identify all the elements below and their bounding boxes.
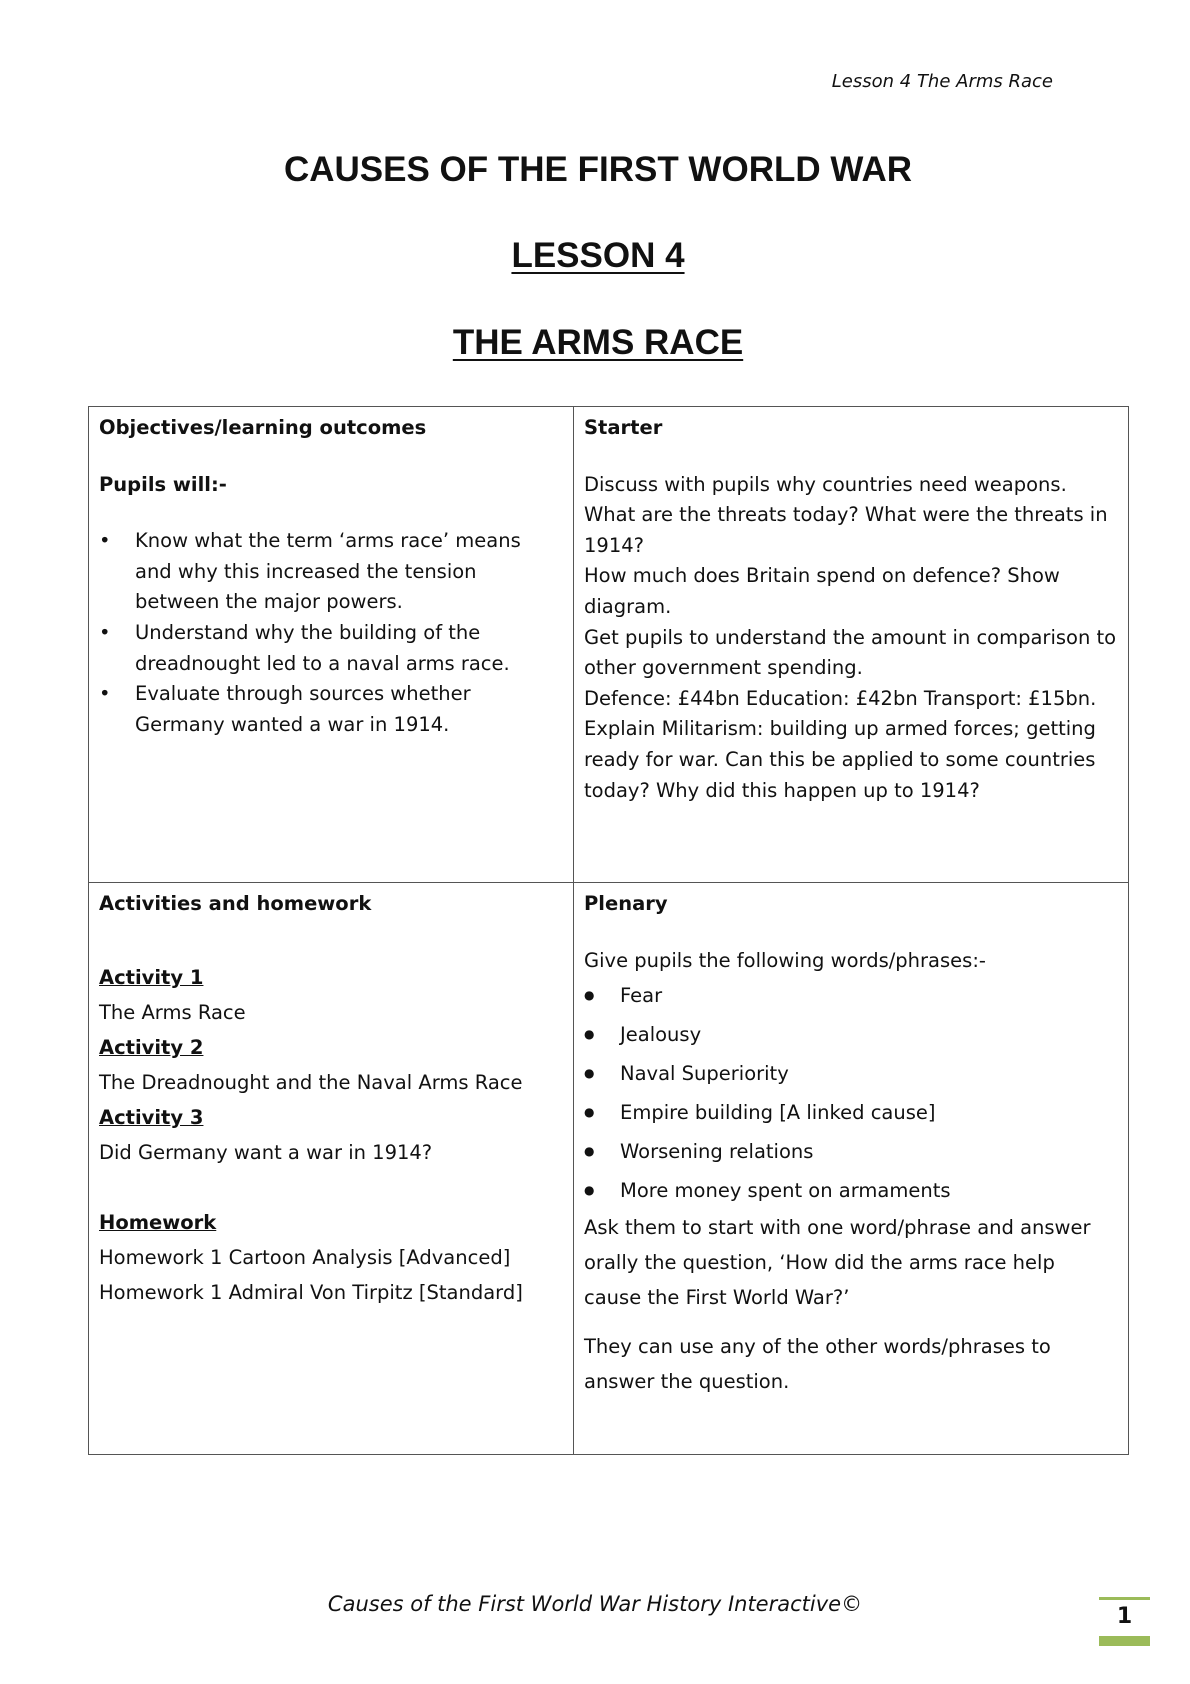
footer-text: Causes of the First World War History Interactive© — [327, 1592, 863, 1616]
topic-title — [0, 323, 1190, 363]
activity-title: Activity 3 — [99, 1105, 204, 1129]
activity-title: Activity 2 — [99, 1035, 204, 1059]
topic-name: THE ARMS RACE — [452, 323, 744, 362]
starter-heading: Starter — [584, 416, 663, 439]
objective-item: • Know what the term ‘arms race’ means and why this increased the tension between the major powers. — [99, 526, 563, 618]
homework-item: Homework 1 Cartoon Analysis [Advanced] — [99, 1245, 511, 1269]
starter-line: How much does Britain spend on defence? Show diagram. — [584, 564, 1060, 618]
plenary-intro: Give pupils the following words/phrases:- — [584, 948, 986, 972]
plenary-item: ● Jealousy — [584, 1015, 1118, 1054]
homework-title: Homework — [99, 1210, 217, 1234]
starter-line: Defence: £44bn Education: £42bn Transport: £15bn. — [584, 686, 1097, 710]
objective-item: • Understand why the building of the dreadnought led to a naval arms race. — [99, 618, 563, 679]
activity-title: Activity 1 — [99, 965, 204, 989]
activities-cell — [89, 883, 574, 1455]
activity-text: The Arms Race — [99, 1000, 246, 1024]
plenary-heading: Plenary — [584, 892, 668, 915]
lesson-plan-table — [88, 406, 1129, 1455]
activities-heading: Activities and homework — [99, 892, 372, 915]
starter-line: Get pupils to understand the amount in comparison to other government spending. — [584, 625, 1117, 680]
objectives-cell — [89, 407, 574, 883]
objective-item: • Evaluate through sources whether Germany wanted a war in 1914. — [99, 679, 563, 740]
activity-text: The Dreadnought and the Naval Arms Race — [99, 1070, 523, 1094]
plenary-cell — [574, 883, 1129, 1455]
homework-item: Homework 1 Admiral Von Tirpitz [Standard] — [99, 1280, 523, 1304]
plenary-item: ● More money spent on armaments — [584, 1171, 1118, 1210]
plenary-item: ● Worsening relations — [584, 1132, 1118, 1171]
running-header: Lesson 4 The Arms Race — [831, 71, 1053, 92]
starter-line: Explain Militarism: building up armed forces; getting ready for war. Can this be applied to some countries today? Why did this happen up to 1914? — [584, 717, 1096, 802]
plenary-item: ● Fear — [584, 976, 1118, 1015]
lesson-number: LESSON 4 — [511, 236, 685, 275]
objectives-intro: Pupils will:- — [99, 472, 227, 496]
plenary-instruction: Ask them to start with one word/phrase and answer orally the question, ‘How did the arms race help cause the First World War?’ — [584, 1216, 1091, 1310]
starter-line: Discuss with pupils why countries need weapons. What are the threats today? What were the threats in 1914? — [584, 472, 1108, 557]
objectives-list — [99, 526, 563, 740]
page-number-bar — [1099, 1636, 1150, 1646]
page-number: 1 — [1116, 1604, 1133, 1629]
starter-cell — [574, 407, 1129, 883]
activity-text: Did Germany want a war in 1914? — [99, 1140, 433, 1164]
plenary-instruction: They can use any of the other words/phrases to answer the question. — [584, 1335, 1051, 1394]
lesson-title — [0, 236, 1190, 276]
document-title: CAUSES OF THE FIRST WORLD WAR — [283, 150, 913, 189]
plenary-list — [584, 976, 1118, 1210]
plenary-item: ● Naval Superiority — [584, 1054, 1118, 1093]
objectives-heading: Objectives/learning outcomes — [99, 416, 427, 439]
plenary-item: ● Empire building [A linked cause] — [584, 1093, 1118, 1132]
page-number-rule — [1099, 1597, 1150, 1600]
